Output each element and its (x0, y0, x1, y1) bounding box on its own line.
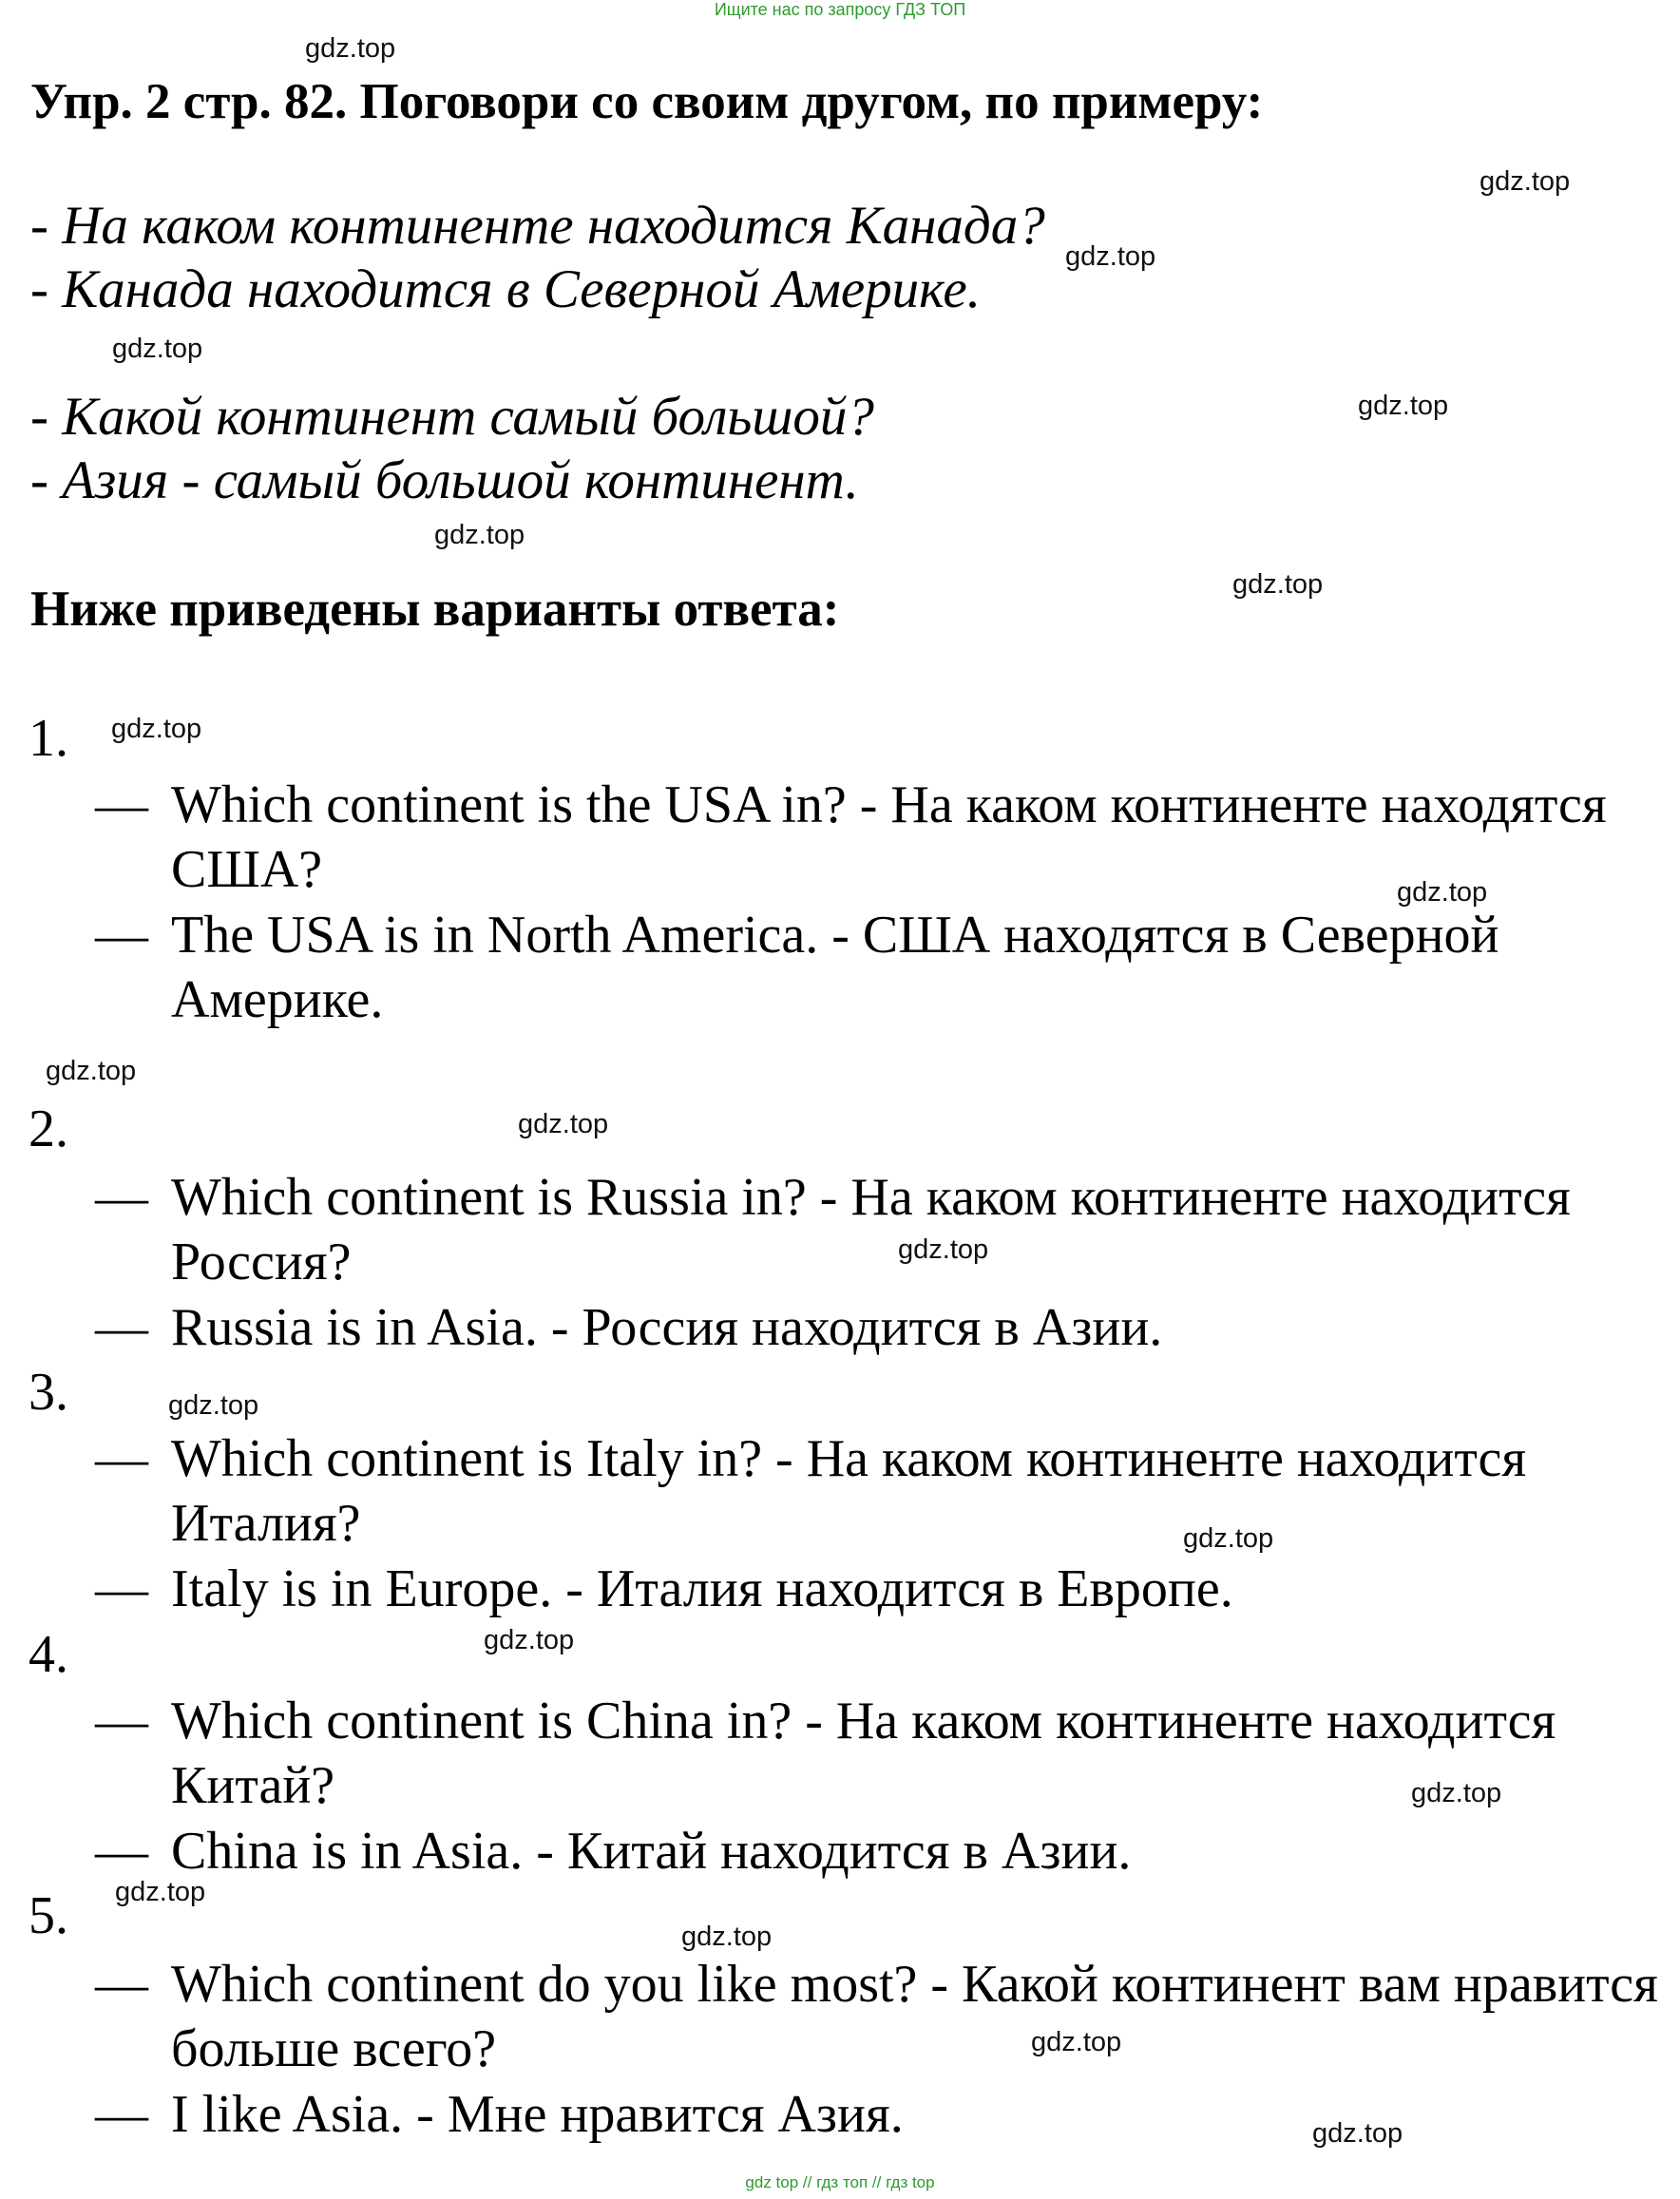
dash: — (95, 906, 148, 965)
answer-reply: The USA is in North America. - США находятся в Северной Америке. (171, 906, 1499, 1029)
watermark: gdz.top (1183, 1523, 1274, 1554)
watermark: gdz.top (46, 1056, 137, 1086)
example-line: - Азия - самый большой континент. (30, 450, 859, 510)
exercise-title: Упр. 2 стр. 82. Поговори со своим другом, по примеру: (30, 74, 1264, 129)
answer-number: 3. (29, 1363, 68, 1422)
watermark: gdz.top (305, 33, 396, 64)
watermark: gdz.top (112, 334, 203, 364)
answer-number: 2. (29, 1100, 68, 1158)
dash: — (95, 1298, 148, 1357)
answers-heading: Ниже приведены варианты ответа: (30, 582, 840, 637)
watermark: gdz.top (434, 520, 525, 550)
watermark: gdz.top (111, 714, 202, 744)
watermark: gdz.top (1065, 241, 1156, 272)
watermark: gdz.top (1397, 877, 1488, 908)
watermark: gdz.top (518, 1109, 609, 1139)
answer-number: 5. (29, 1886, 68, 1945)
answer-question: Which continent is China in? - На каком континенте находится Китай? (171, 1692, 1556, 1815)
watermark: gdz.top (1358, 391, 1449, 421)
watermark: gdz.top (1232, 569, 1324, 600)
dash: — (95, 1429, 148, 1488)
example-line: - Какой континент самый большой? (30, 387, 874, 447)
answer-number: 1. (29, 709, 68, 768)
watermark: gdz.top (484, 1625, 575, 1655)
dash: — (95, 775, 148, 834)
answer-reply: Russia is in Asia. - Россия находится в Азии. (171, 1298, 1163, 1357)
top-banner: Ищите нас по запросу ГДЗ ТОП (714, 0, 966, 19)
answer-question: Which continent do you like most? - Какой континент вам нравится больше всего? (171, 1955, 1658, 2078)
watermark: gdz.top (168, 1390, 259, 1421)
watermark: gdz.top (681, 1922, 773, 1952)
answer-question: Which continent is Russia in? - На каком континенте находится Россия? (171, 1168, 1571, 1291)
answer-question: Which continent is the USA in? - На каком континенте находятся США? (171, 775, 1607, 899)
answer-reply: China is in Asia. - Китай находится в Азии. (171, 1822, 1132, 1881)
example-line: - На каком континенте находится Канада? (30, 196, 1045, 256)
footer-banner: gdz top // гдз топ // гдз top (745, 2173, 935, 2191)
answer-question: Which continent is Italy in? - На каком континенте находится Италия? (171, 1429, 1527, 1553)
dash: — (95, 1559, 148, 1618)
watermark: gdz.top (1031, 2027, 1122, 2057)
watermark: gdz.top (1480, 166, 1571, 197)
dash: — (95, 1822, 148, 1881)
answer-number: 4. (29, 1625, 68, 1684)
dash: — (95, 1168, 148, 1227)
dash: — (95, 2085, 148, 2144)
example-line: - Канада находится в Северной Америке. (30, 259, 981, 319)
watermark: gdz.top (898, 1234, 989, 1265)
watermark: gdz.top (115, 1877, 206, 1907)
answer-reply: Italy is in Europe. - Италия находится в Европе. (171, 1559, 1233, 1618)
dash: — (95, 1692, 148, 1750)
watermark: gdz.top (1411, 1778, 1502, 1808)
watermark: gdz.top (1312, 2118, 1403, 2149)
dash: — (95, 1955, 148, 2014)
answer-reply: I like Asia. - Мне нравится Азия. (171, 2085, 904, 2144)
